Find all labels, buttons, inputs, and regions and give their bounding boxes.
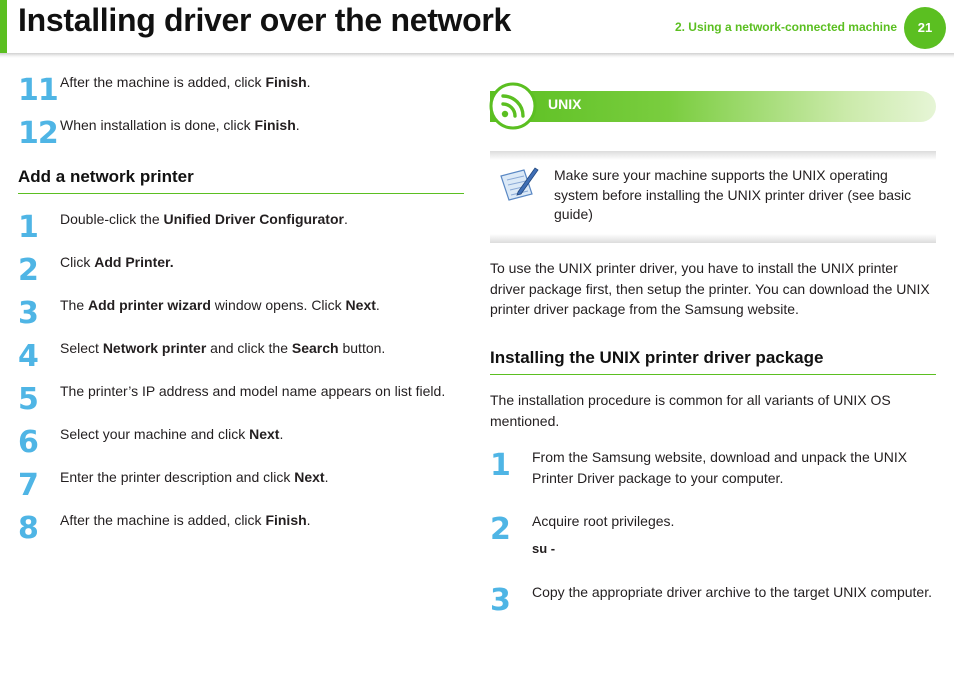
step-text: Double-click the Unified Driver Configurator.: [60, 211, 348, 227]
step-number: 4: [18, 339, 38, 374]
note-text: Make sure your machine supports the UNIX operating system before installing the UNIX printer driver (see basic guide): [554, 167, 912, 222]
page-title: Installing driver over the network: [18, 2, 512, 38]
unix-step-3: [490, 582, 940, 616]
step-5: [18, 382, 468, 417]
step-text: The Add printer wizard window opens. Click Next.: [60, 297, 380, 313]
header-divider: [0, 53, 954, 58]
step-number: 3: [490, 583, 510, 618]
unix-intro-paragraph: To use the UNIX printer driver, you have to install the UNIX printer driver package first, then setup the printer. You can download the UNIX printer driver package from the Samsung website.: [490, 260, 930, 317]
step-12: [18, 116, 468, 151]
unix-step-1: [490, 447, 940, 489]
section-title-add-network-printer: Add a network printer: [18, 167, 194, 186]
section-title-unix-driver-package: Installing the UNIX printer driver package: [490, 348, 824, 367]
step-6: [18, 425, 468, 460]
step-number: 11: [18, 73, 58, 108]
step-text: The printer’s IP address and model name appears on list field.: [60, 383, 446, 399]
step-text: Acquire root privileges.: [532, 513, 675, 529]
step-text: Click Add Printer.: [60, 254, 174, 270]
page-number-badge: 21: [904, 7, 946, 49]
step-text: After the machine is added, click Finish.: [60, 512, 311, 528]
step-text: After the machine is added, click Finish.: [60, 74, 311, 90]
step-text: Select Network printer and click the Search button.: [60, 340, 386, 356]
code-command: su -: [532, 541, 556, 556]
step-text: Copy the appropriate driver archive to the target UNIX computer.: [532, 584, 932, 600]
step-number: 8: [18, 511, 38, 546]
step-number: 7: [18, 468, 38, 503]
step-text: When installation is done, click Finish.: [60, 117, 300, 133]
unix-section-label: UNIX: [548, 96, 582, 112]
wifi-signal-icon: [489, 82, 537, 130]
step-text: Enter the printer description and click Next.: [60, 469, 329, 485]
step-number: 5: [18, 382, 38, 417]
step-number: 2: [18, 253, 38, 288]
section-intro-paragraph: The installation procedure is common for all variants of UNIX OS mentioned.: [490, 392, 891, 429]
step-number: 2: [490, 512, 510, 547]
step-7: [18, 468, 468, 503]
step-4: [18, 339, 468, 374]
step-3: [18, 296, 468, 331]
step-text: Select your machine and click Next.: [60, 426, 284, 442]
step-text: From the Samsung website, download and unpack the UNIX Printer Driver package to your computer.: [532, 449, 908, 486]
step-number: 6: [18, 425, 38, 460]
unix-step-2: [490, 511, 940, 545]
step-11: [18, 73, 468, 108]
chapter-link[interactable]: 2. Using a network-connected machine: [674, 20, 897, 34]
step-number: 1: [490, 448, 510, 483]
step-8: [18, 511, 468, 546]
step-1: [18, 210, 468, 245]
step-number: 3: [18, 296, 38, 331]
step-2: [18, 253, 468, 288]
step-number: 1: [18, 210, 38, 245]
header-accent-bar: [0, 0, 7, 54]
section-rule: [490, 374, 936, 375]
section-rule: [18, 193, 464, 194]
note-pencil-icon: [498, 164, 540, 204]
step-number: 12: [18, 116, 58, 151]
